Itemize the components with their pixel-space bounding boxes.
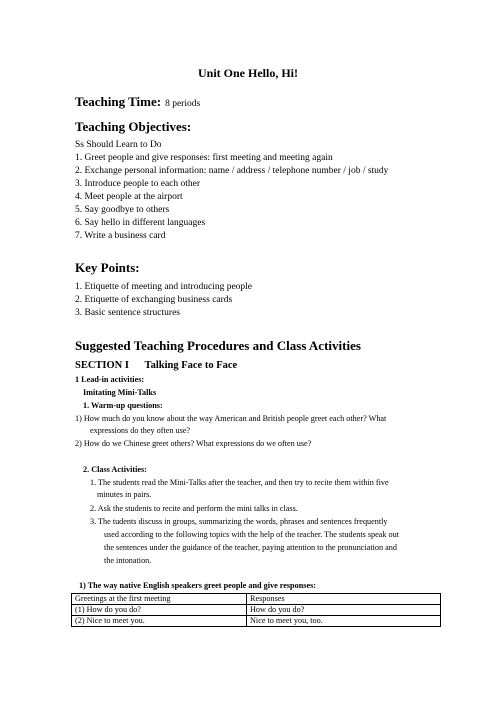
table-header-cell: Responses (247, 594, 441, 605)
key-point-item: 2. Etiquette of exchanging business cards (75, 295, 233, 305)
table-row (72, 605, 441, 616)
objective-item: 1. Greet people and give responses: first meeting and meeting again (75, 153, 333, 163)
teaching-time-label: Teaching Time: (75, 94, 162, 109)
table-header-cell: Greetings at the first meeting (72, 594, 247, 605)
objectives-intro: Ss Should Learn to Do (75, 140, 162, 150)
question-1-line-1: 1) How much do you know about the way American and British people greet each other? What (75, 414, 387, 423)
activity-3-line-2: used according to the following topics with the help of the teacher. The students speak out (104, 530, 399, 539)
table-header-row (72, 594, 441, 605)
objective-item: 5. Say goodbye to others (75, 205, 170, 215)
table-cell: Nice to meet you, too. (247, 616, 441, 627)
table-cell: How do you do? (247, 605, 441, 616)
objectives-list (75, 152, 388, 243)
objective-item: 6. Say hello in different languages (75, 218, 206, 228)
activity-1-line-1: 1. The students read the Mini-Talks after the teacher, and then try to recite them within five (90, 478, 389, 487)
warmup-heading: 1. Warm-up questions: (83, 401, 163, 410)
class-activities-heading: 2. Class Activities: (83, 465, 147, 474)
table-row (72, 616, 441, 627)
objective-item: 4. Meet people at the airport (75, 192, 183, 202)
teaching-time-value: 8 periods (165, 99, 201, 109)
lead-in-heading: 1 Lead-in activities: (75, 375, 145, 384)
key-point-item: 3. Basic sentence structures (75, 308, 180, 318)
objective-item: 3. Introduce people to each other (75, 179, 201, 189)
key-point-item: 1. Etiquette of meeting and introducing people (75, 282, 253, 292)
key-points-heading: Key Points: (75, 260, 140, 275)
table-caption: 1) The way native English speakers greet people and give responses: (79, 581, 316, 590)
objective-item: 2. Exchange personal information: name / address / telephone number / job / study (75, 166, 389, 176)
table-cell: (1) How do you do? (72, 605, 247, 616)
procedures-heading: Suggested Teaching Procedures and Class Activities (75, 338, 361, 353)
section-heading: SECTION I Talking Face to Face (75, 360, 238, 371)
greetings-table (71, 593, 441, 627)
table-cell: (2) Nice to meet you. (72, 616, 247, 627)
question-1-line-2: expressions do they often use? (90, 426, 191, 435)
activity-1-line-2: minutes in pairs. (97, 490, 152, 499)
activity-3-line-3: the sentences under the guidance of the teacher, paying attention to the pronunciation and (104, 543, 397, 552)
objectives-heading: Teaching Objectives: (75, 119, 192, 134)
page-title: Unit One Hello, Hi! (198, 66, 298, 80)
activity-3-line-4: the intonation. (104, 556, 152, 565)
key-points-list (75, 281, 252, 320)
mini-talks-heading: Imitating Mini-Talks (83, 388, 157, 397)
question-2: 2) How do we Chinese greet others? What expressions do we often use? (75, 439, 312, 448)
activity-3-line-1: 3. The tudents discuss in groups, summarizing the words, phrases and sentences frequently (90, 517, 388, 526)
activity-2: 2. Ask the students to recite and perform the mini talks in class. (90, 504, 298, 513)
teaching-time (75, 93, 200, 111)
objective-item: 7. Write a business card (75, 231, 166, 241)
